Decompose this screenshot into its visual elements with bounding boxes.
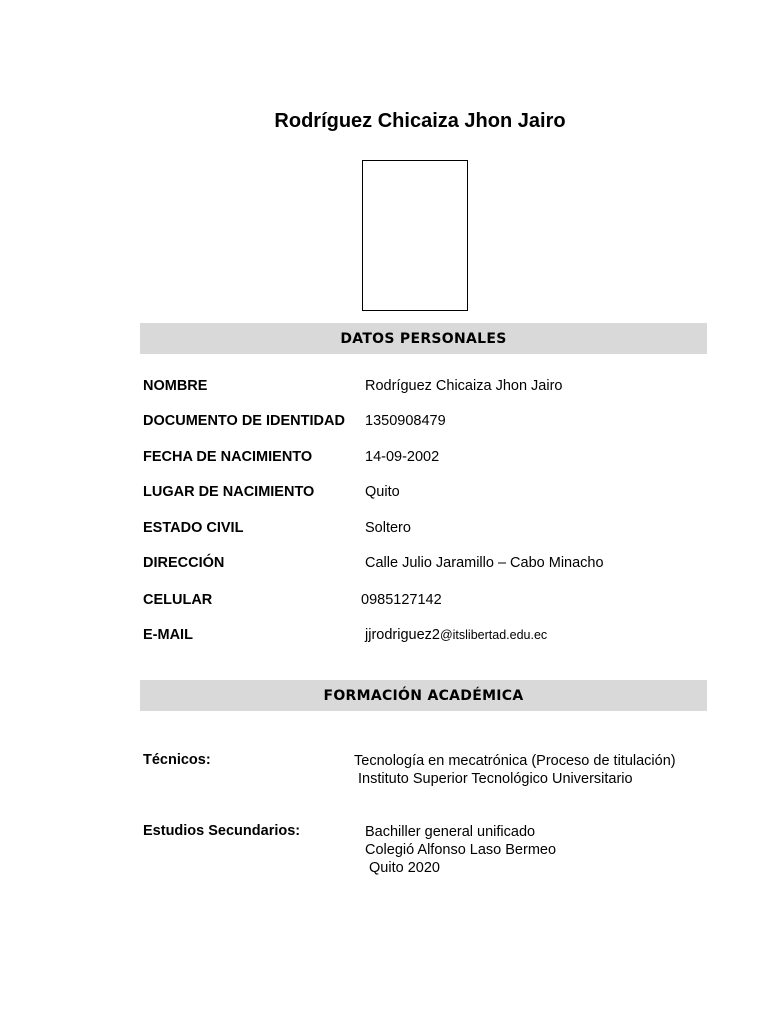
label-nombre: NOMBRE — [143, 378, 208, 394]
label-documento: DOCUMENTO DE IDENTIDAD — [143, 413, 345, 429]
section-header-personal: DATOS PERSONALES — [140, 323, 707, 354]
email-domain: @itslibertad.edu.ec — [439, 628, 548, 642]
value-lugar-nacimiento: Quito — [365, 484, 400, 500]
value-email — [365, 627, 547, 643]
label-lugar-nacimiento: LUGAR DE NACIMIENTO — [143, 484, 315, 500]
label-direccion: DIRECCIÓN — [143, 555, 225, 571]
value-nombre: Rodríguez Chicaiza Jhon Jairo — [365, 378, 563, 394]
secundarios-line-1: Bachiller general unificado — [365, 824, 536, 840]
value-direccion: Calle Julio Jaramillo – Cabo Minacho — [365, 555, 604, 571]
photo-placeholder — [362, 160, 468, 311]
label-fecha-nacimiento: FECHA DE NACIMIENTO — [143, 449, 313, 465]
tecnicos-line-2: Instituto Superior Tecnológico Universitario — [354, 771, 633, 787]
value-estudios-secundarios — [365, 823, 556, 877]
secundarios-line-3: Quito 2020 — [365, 860, 440, 876]
value-documento: 1350908479 — [365, 413, 446, 429]
email-user: jjrodriguez2 — [365, 627, 440, 643]
cv-title: Rodríguez Chicaiza Jhon Jairo — [274, 110, 566, 132]
label-estudios-secundarios: Estudios Secundarios: — [143, 823, 301, 839]
label-email: E-MAIL — [143, 627, 193, 643]
value-fecha-nacimiento: 14-09-2002 — [365, 449, 440, 465]
value-celular: 0985127142 — [361, 592, 442, 608]
label-estado-civil: ESTADO CIVIL — [143, 520, 244, 536]
section-header-academic: FORMACIÓN ACADÉMICA — [140, 680, 707, 711]
tecnicos-line-1: Tecnología en mecatrónica (Proceso de titulación) — [354, 753, 676, 769]
value-estado-civil: Soltero — [365, 520, 411, 536]
label-celular: CELULAR — [143, 592, 213, 608]
label-tecnicos: Técnicos: — [143, 752, 211, 768]
value-tecnicos — [354, 752, 676, 788]
secundarios-line-2: Colegió Alfonso Laso Bermeo — [365, 842, 557, 858]
